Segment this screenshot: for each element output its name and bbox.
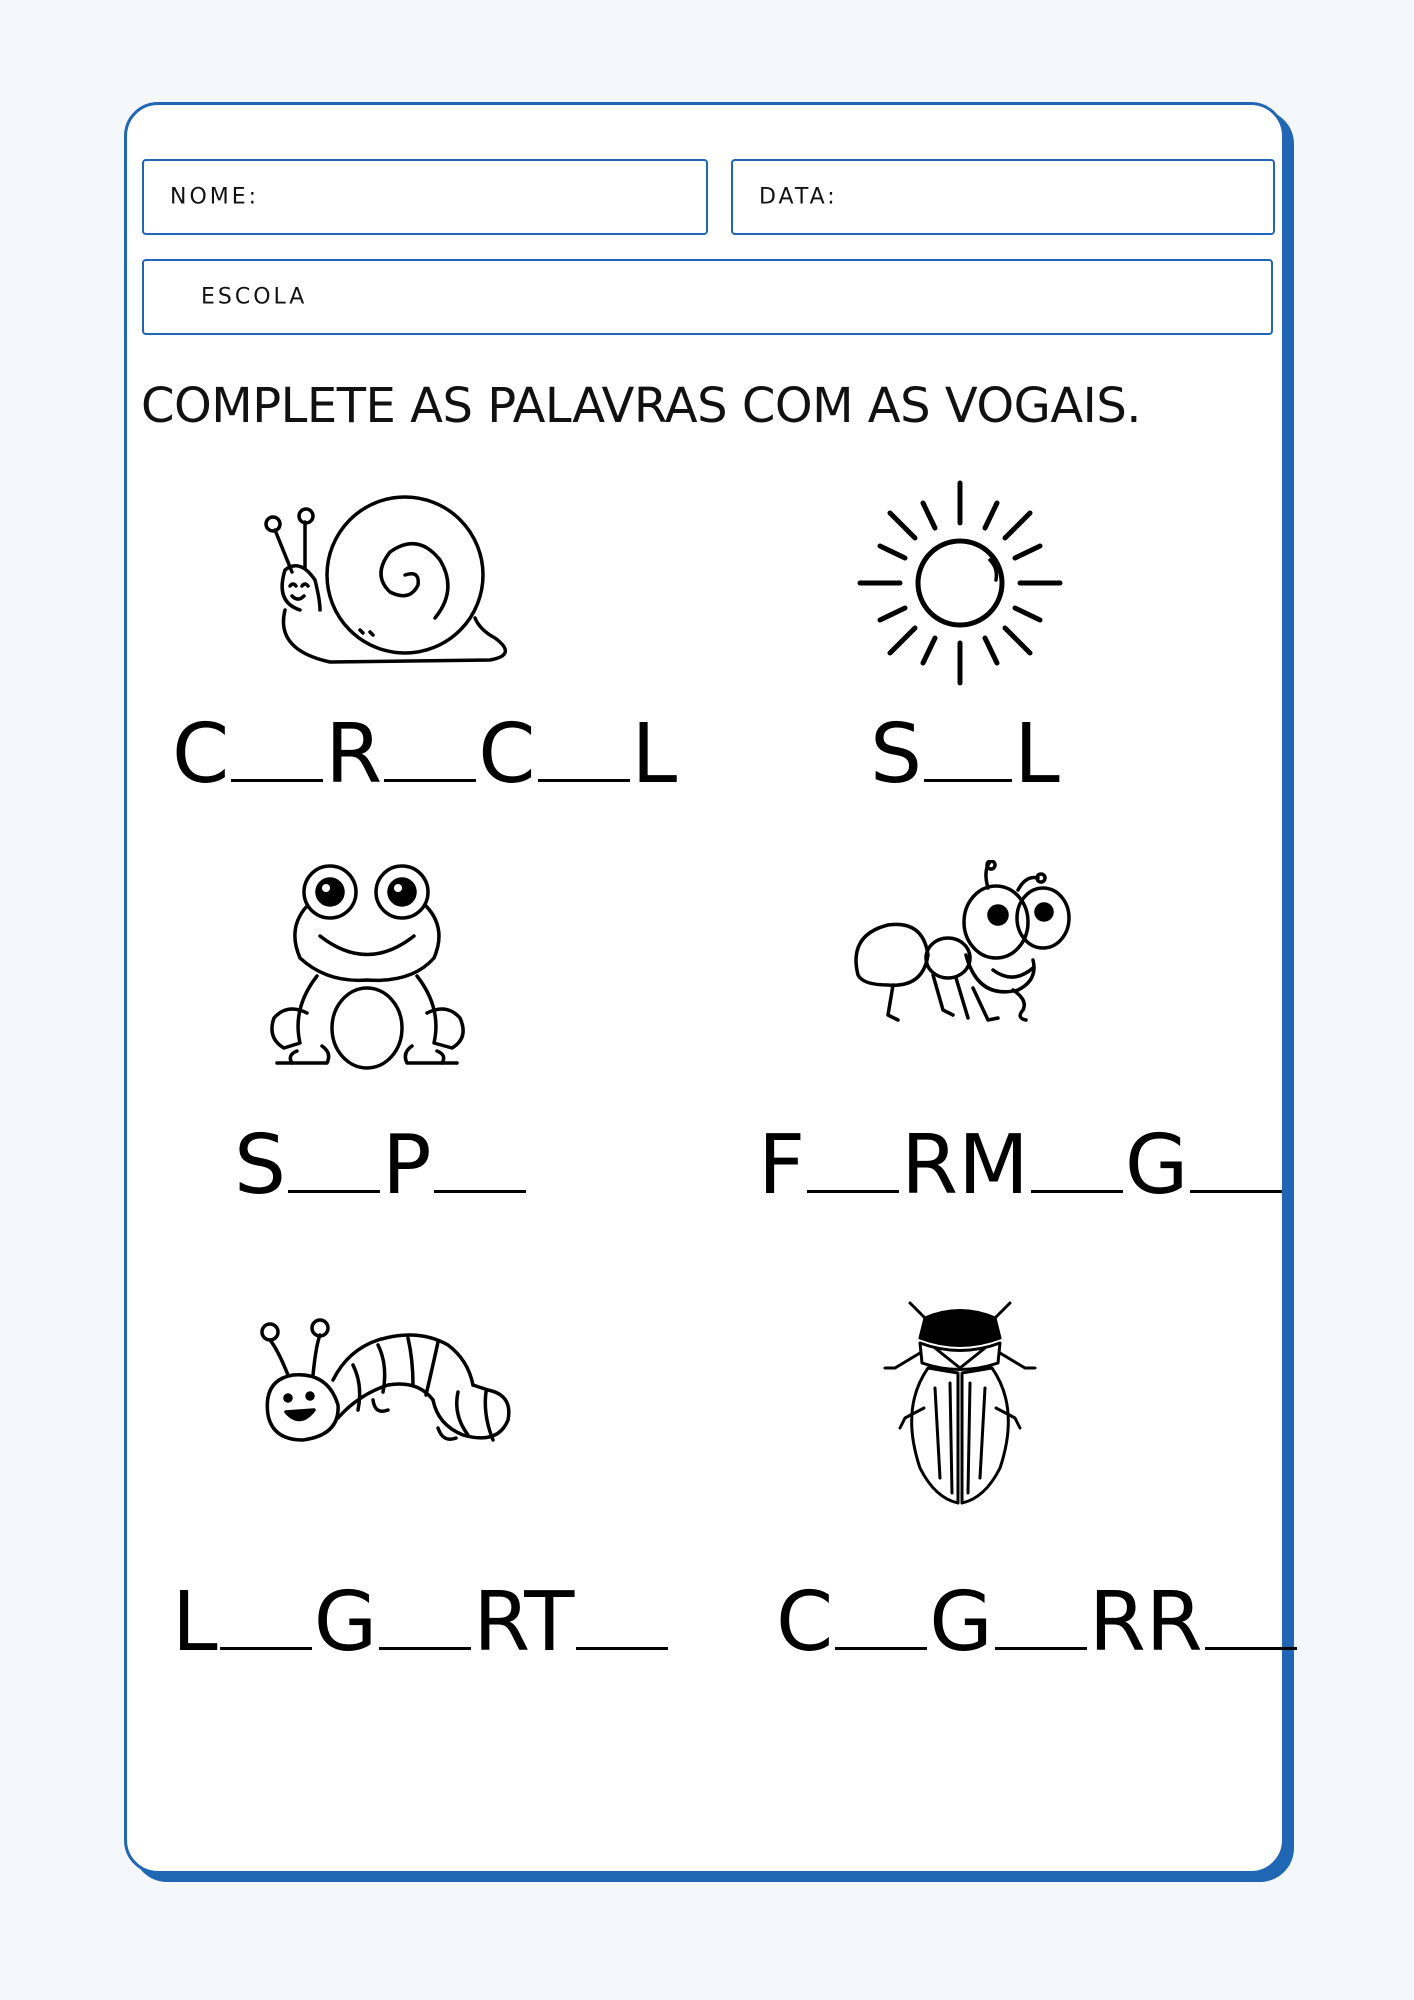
letter: G [1124, 1118, 1189, 1213]
letter: G [929, 1575, 993, 1670]
date-label: DATA: [759, 184, 838, 210]
letter: R [325, 707, 383, 802]
blank-line[interactable] [1190, 1190, 1282, 1193]
blank-line[interactable] [576, 1647, 668, 1650]
blank-line[interactable] [538, 779, 630, 782]
letter: C [478, 707, 536, 802]
word-cicada [776, 1575, 1299, 1670]
word-caterpillar [172, 1575, 670, 1670]
word-sun [870, 707, 1060, 802]
ant-icon [848, 860, 1073, 1040]
date-field[interactable] [731, 159, 1275, 235]
caterpillar-icon [258, 1300, 518, 1470]
letter: RM [901, 1118, 1029, 1213]
blank-line[interactable] [924, 779, 1012, 782]
snail-icon [260, 490, 520, 670]
name-field[interactable] [142, 159, 708, 235]
letter: C [776, 1575, 834, 1670]
school-field[interactable] [142, 259, 1273, 335]
sun-icon [855, 478, 1065, 688]
letter: RR [1088, 1575, 1203, 1670]
word-snail [172, 707, 678, 802]
blank-line[interactable] [379, 1647, 471, 1650]
cicada-icon [880, 1298, 1040, 1508]
letter: G [313, 1575, 378, 1670]
blank-line[interactable] [807, 1190, 899, 1193]
letter: RT [473, 1575, 575, 1670]
blank-line[interactable] [231, 779, 323, 782]
blank-line[interactable] [835, 1647, 927, 1650]
frog-icon [262, 858, 472, 1073]
letter: S [870, 707, 923, 802]
letter: L [631, 707, 678, 802]
blank-line[interactable] [434, 1190, 526, 1193]
word-ant [758, 1118, 1284, 1213]
blank-line[interactable] [288, 1190, 380, 1193]
blank-line[interactable] [1205, 1647, 1297, 1650]
letter: L [1014, 707, 1060, 802]
letter: F [758, 1118, 806, 1213]
letter: L [172, 1575, 218, 1670]
letter: P [382, 1118, 432, 1213]
blank-line[interactable] [1031, 1190, 1123, 1193]
blank-line[interactable] [384, 779, 476, 782]
letter: C [172, 707, 230, 802]
letter: S [234, 1118, 287, 1213]
name-label: NOME: [170, 184, 260, 210]
school-label: ESCOLA [201, 284, 308, 310]
instruction-text: COMPLETE AS PALAVRAS COM AS VOGAIS. [141, 378, 1142, 434]
blank-line[interactable] [220, 1647, 312, 1650]
blank-line[interactable] [995, 1647, 1087, 1650]
word-frog [234, 1118, 528, 1213]
